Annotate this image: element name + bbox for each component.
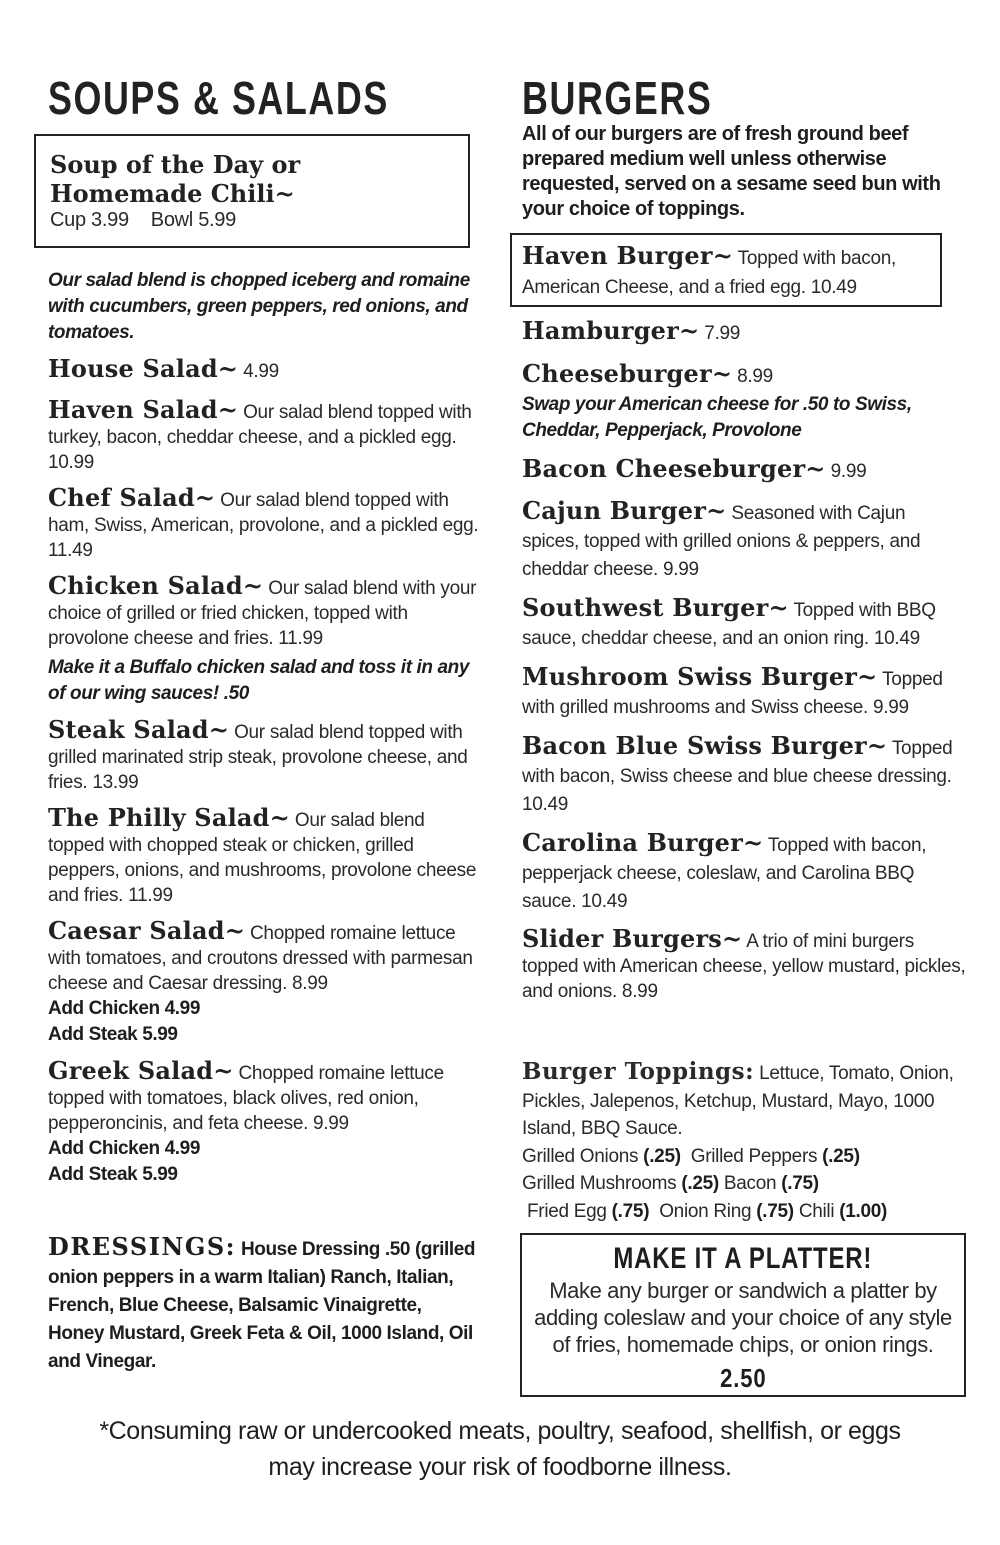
disclaimer-line-2: may increase your risk of foodborne illness. bbox=[268, 1453, 732, 1481]
toppings-extras-row-2 bbox=[522, 1170, 967, 1198]
toppings-free-list: Lettuce, Tomato, Onion, Pickles, Jalepenos, Ketchup, Mustard, Mayo, 1000 Island, BBQ Sauce. bbox=[522, 1063, 954, 1139]
extra-name: Bacon bbox=[723, 1173, 777, 1194]
extra-price: (.25) bbox=[822, 1145, 860, 1167]
item-desc: Our salad blend topped with turkey, bacon, cheddar cheese, and a pickled egg. 10.99 bbox=[48, 402, 472, 473]
burger-toppings-section bbox=[522, 1058, 967, 1225]
extra-name: Onion Ring bbox=[659, 1200, 752, 1222]
section-title-soups-salads: SOUPS & SALADS bbox=[48, 72, 389, 124]
extra-price: (.75) bbox=[611, 1200, 650, 1222]
menu-item-steak-salad bbox=[48, 717, 480, 795]
extra-name: Grilled Mushrooms bbox=[522, 1173, 677, 1194]
section-title-burgers: BURGERS bbox=[522, 72, 713, 124]
item-name: Bacon Blue Swiss Burger~ bbox=[522, 731, 888, 760]
menu-item-greek-salad bbox=[48, 1058, 480, 1188]
menu-item-chicken-salad bbox=[48, 573, 480, 707]
item-desc: 4.99 bbox=[243, 361, 279, 382]
haven-burger-box bbox=[510, 233, 942, 307]
dressings-section bbox=[48, 1233, 480, 1376]
item-desc: Topped with bacon, Swiss cheese and blue cheese dressing. 10.49 bbox=[522, 738, 953, 815]
extra-name: Grilled Peppers bbox=[690, 1145, 818, 1167]
item-desc: Our salad blend topped with grilled marinated strip steak, provolone cheese, and fries. 13.99 bbox=[48, 722, 468, 793]
toppings-extras-row-1 bbox=[522, 1143, 967, 1171]
item-name: Cheeseburger~ bbox=[522, 359, 733, 388]
item-desc: A trio of mini burgers topped with American cheese, yellow mustard, pickles, and onions. 8.99 bbox=[522, 931, 966, 1002]
addon-steak: Add Steak 5.99 bbox=[48, 1164, 178, 1185]
item-desc: Topped with bacon, American Cheese, and a fried egg. 10.49 bbox=[522, 248, 896, 298]
item-desc: Topped with bacon, pepperjack cheese, coleslaw, and Carolina BBQ sauce. 10.49 bbox=[522, 835, 927, 912]
item-name: Hamburger~ bbox=[522, 316, 700, 345]
item-desc: Chopped romaine lettuce with tomatoes, and croutons dressed with parmesan cheese and Caesar dressing. 8.99 bbox=[48, 923, 473, 994]
menu-item-bacon-blue-swiss-burger bbox=[522, 732, 967, 819]
toppings-extras-row-3 bbox=[522, 1198, 967, 1226]
item-name: Bacon Cheeseburger~ bbox=[522, 454, 826, 483]
menu-item-philly-salad bbox=[48, 805, 480, 908]
menu-item-cheeseburger bbox=[522, 359, 967, 444]
burger-list bbox=[522, 316, 967, 1014]
soup-chili-box bbox=[34, 134, 470, 248]
burger-intro-note: All of our burgers are of fresh ground beef prepared medium well unless otherwise requested, served on a sesame seed bun with your choice of toppings. bbox=[522, 123, 941, 220]
extra-price: (.25) bbox=[643, 1145, 681, 1167]
menu-item-mushroom-swiss-burger bbox=[522, 663, 967, 722]
food-safety-disclaimer bbox=[0, 1413, 1000, 1485]
addon-steak: Add Steak 5.99 bbox=[48, 1024, 178, 1045]
item-desc: Chopped romaine lettuce topped with tomatoes, black olives, red onion, pepperoncinis, and feta cheese. 9.99 bbox=[48, 1063, 444, 1134]
addon-chicken: Add Chicken 4.99 bbox=[48, 998, 200, 1019]
soup-name-line1: Soup of the Day or bbox=[50, 150, 301, 179]
item-name: Greek Salad~ bbox=[48, 1056, 234, 1085]
extra-price: (.25) bbox=[681, 1173, 719, 1194]
extra-name: Fried Egg bbox=[526, 1200, 607, 1222]
soup-prices bbox=[50, 208, 454, 232]
extra-price: (1.00) bbox=[839, 1200, 888, 1222]
soup-name-line2: Homemade Chili~ bbox=[50, 179, 295, 208]
addon-chicken: Add Chicken 4.99 bbox=[48, 1138, 200, 1159]
item-name: Haven Burger~ bbox=[522, 241, 734, 270]
item-name: Carolina Burger~ bbox=[522, 828, 764, 857]
make-it-a-platter-box bbox=[520, 1233, 966, 1397]
menu-item-haven-salad bbox=[48, 397, 480, 475]
item-name: Cajun Burger~ bbox=[522, 496, 727, 525]
item-desc: 8.99 bbox=[737, 366, 773, 387]
extra-price: (.75) bbox=[756, 1200, 794, 1222]
item-name: Mushroom Swiss Burger~ bbox=[522, 662, 878, 691]
toppings-label: Burger Toppings: bbox=[522, 1058, 755, 1085]
extra-price: (.75) bbox=[781, 1173, 819, 1194]
cheese-swap-note: Swap your American cheese for .50 to Swiss, Cheddar, Pepperjack, Provolone bbox=[522, 394, 912, 441]
item-name: Steak Salad~ bbox=[48, 715, 230, 744]
item-desc: 7.99 bbox=[704, 323, 741, 344]
menu-item-hamburger bbox=[522, 316, 967, 349]
item-name: House Salad~ bbox=[48, 354, 239, 383]
item-desc: Topped with grilled mushrooms and Swiss cheese. 9.99 bbox=[522, 669, 943, 718]
platter-price: 2.50 bbox=[719, 1363, 767, 1393]
salad-blend-note: Our salad blend is chopped iceberg and romaine with cucumbers, green peppers, red onions, and tomatoes. bbox=[48, 270, 470, 343]
menu-item-slider-burgers bbox=[522, 926, 967, 1004]
item-desc: Our salad blend topped with chopped steak or chicken, grilled peppers, onions, and mushrooms, provolone cheese and fries. 11.99 bbox=[48, 810, 477, 906]
item-name: Haven Salad~ bbox=[48, 395, 239, 424]
menu-item-chef-salad bbox=[48, 485, 480, 563]
dressings-label: DRESSINGS: bbox=[48, 1232, 237, 1261]
extra-name: Grilled Onions bbox=[522, 1145, 639, 1167]
item-name: Chef Salad~ bbox=[48, 483, 216, 512]
menu-item-bacon-cheeseburger bbox=[522, 454, 967, 487]
item-desc: 9.99 bbox=[830, 461, 867, 482]
item-desc: Topped with BBQ sauce, cheddar cheese, and an onion ring. 10.49 bbox=[522, 600, 936, 649]
item-desc: Our salad blend topped with ham, Swiss, American, provolone, and a pickled egg. 11.49 bbox=[48, 490, 479, 561]
item-name: Slider Burgers~ bbox=[522, 924, 743, 953]
salad-list bbox=[48, 354, 480, 1198]
item-name: The Philly Salad~ bbox=[48, 803, 290, 832]
item-desc: Our salad blend with your choice of grilled or fried chicken, topped with provolone cheese and fries. 11.99 bbox=[48, 578, 477, 649]
menu-item-carolina-burger bbox=[522, 829, 967, 916]
platter-title: MAKE IT A PLATTER! bbox=[613, 1242, 873, 1275]
item-name: Southwest Burger~ bbox=[522, 593, 789, 622]
soup-bowl-price: Bowl 5.99 bbox=[150, 209, 236, 231]
platter-description: Make any burger or sandwich a platter by adding coleslaw and your choice of any style of fries, homemade chips, or onion rings. bbox=[534, 1278, 952, 1357]
menu-item-caesar-salad bbox=[48, 918, 480, 1048]
extra-name: Chili bbox=[798, 1200, 835, 1222]
buffalo-upgrade-note: Make it a Buffalo chicken salad and toss it in any of our wing sauces! .50 bbox=[48, 657, 469, 704]
item-desc: Seasoned with Cajun spices, topped with grilled onions & peppers, and cheddar cheese. 9.99 bbox=[522, 503, 921, 580]
menu-item-house-salad bbox=[48, 354, 480, 387]
item-name: Caesar Salad~ bbox=[48, 916, 246, 945]
item-name: Chicken Salad~ bbox=[48, 571, 264, 600]
dressings-list: House Dressing .50 (grilled onion peppers in a warm Italian) Ranch, Italian, French, Blue Cheese, Balsamic Vinaigrette, Honey Mustard, Greek Feta & Oil, 1000 Island, Oil and Vinegar. bbox=[48, 1239, 476, 1372]
disclaimer-line-1: *Consuming raw or undercooked meats, poultry, seafood, shellfish, or eggs bbox=[99, 1417, 901, 1445]
menu-item-cajun-burger bbox=[522, 497, 967, 584]
menu-item-southwest-burger bbox=[522, 594, 967, 653]
soup-cup-price: Cup 3.99 bbox=[50, 209, 129, 231]
